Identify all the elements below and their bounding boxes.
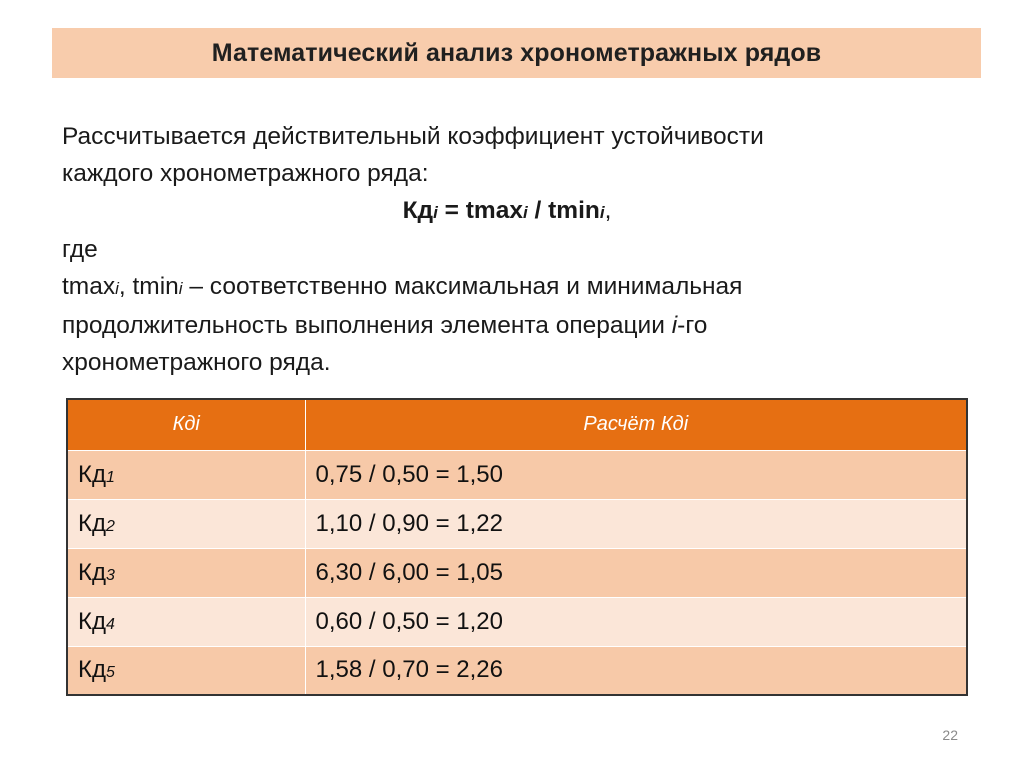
row-label: [67, 597, 305, 646]
row-label-text: Кд: [78, 656, 106, 684]
def2-index: i: [671, 312, 678, 339]
def2-post: -го: [677, 312, 708, 339]
definition-line-3: хронометражного ряда.: [62, 349, 331, 376]
title-banner: [52, 28, 981, 78]
row-label-text: Кд: [78, 607, 106, 635]
row-label-sub: 5: [105, 664, 115, 682]
row-calc: 1,58 / 0,70 = 2,26: [305, 646, 967, 695]
page-number: 22: [942, 727, 958, 743]
definition-line-1: [62, 268, 942, 307]
row-label: [67, 499, 305, 548]
coefficient-table: [66, 398, 968, 696]
body-line-1: Рассчитывается действительный коэффициент устойчивости: [62, 123, 764, 150]
row-label: [67, 548, 305, 597]
definition-line-2: [62, 307, 942, 344]
table-row: [67, 597, 967, 646]
formula-index-3: i: [599, 203, 605, 222]
where-word: где: [62, 236, 98, 263]
formula: [62, 192, 942, 231]
def-index-1: i: [115, 279, 119, 298]
row-label-text: Кд: [78, 558, 106, 586]
def-tmax: tmax: [62, 273, 116, 300]
def-index-2: i: [178, 279, 183, 298]
header-calc: Расчёт Кдi: [305, 399, 967, 450]
row-label-text: Кд: [78, 460, 106, 488]
formula-kd: Кд: [402, 197, 434, 224]
row-label-sub: 2: [105, 517, 115, 535]
row-label: [67, 450, 305, 499]
row-label-sub: 3: [105, 566, 115, 584]
formula-index-1: i: [433, 203, 438, 222]
def-tmin: , tmin: [118, 273, 179, 300]
formula-index-2: i: [522, 203, 528, 222]
row-label-sub: 4: [105, 615, 115, 633]
formula-slash-tmin: / tmin: [527, 197, 600, 224]
body-text: [62, 118, 942, 381]
table-row: [67, 646, 967, 695]
table-row: [67, 450, 967, 499]
table-row: [67, 499, 967, 548]
slide-title: Математический анализ хронометражных рядов: [211, 38, 822, 67]
row-label: [67, 646, 305, 695]
row-calc: 0,60 / 0,50 = 1,20: [305, 597, 967, 646]
formula-tail: ,: [604, 197, 612, 224]
table-row: [67, 548, 967, 597]
row-calc: 0,75 / 0,50 = 1,50: [305, 450, 967, 499]
def-rest: – соответственно максимальная и минимальная: [182, 273, 743, 300]
header-kdi: Кдi: [67, 399, 305, 450]
def2-pre: продолжительность выполнения элемента операции: [62, 312, 672, 339]
row-calc: 6,30 / 6,00 = 1,05: [305, 548, 967, 597]
table-header-row: [67, 399, 967, 450]
row-label-sub: 1: [105, 468, 115, 486]
row-label-text: Кд: [78, 509, 106, 537]
body-line-2: каждого хронометражного ряда:: [62, 160, 429, 187]
row-calc: 1,10 / 0,90 = 1,22: [305, 499, 967, 548]
formula-eq-tmax: = tmax: [437, 197, 523, 224]
